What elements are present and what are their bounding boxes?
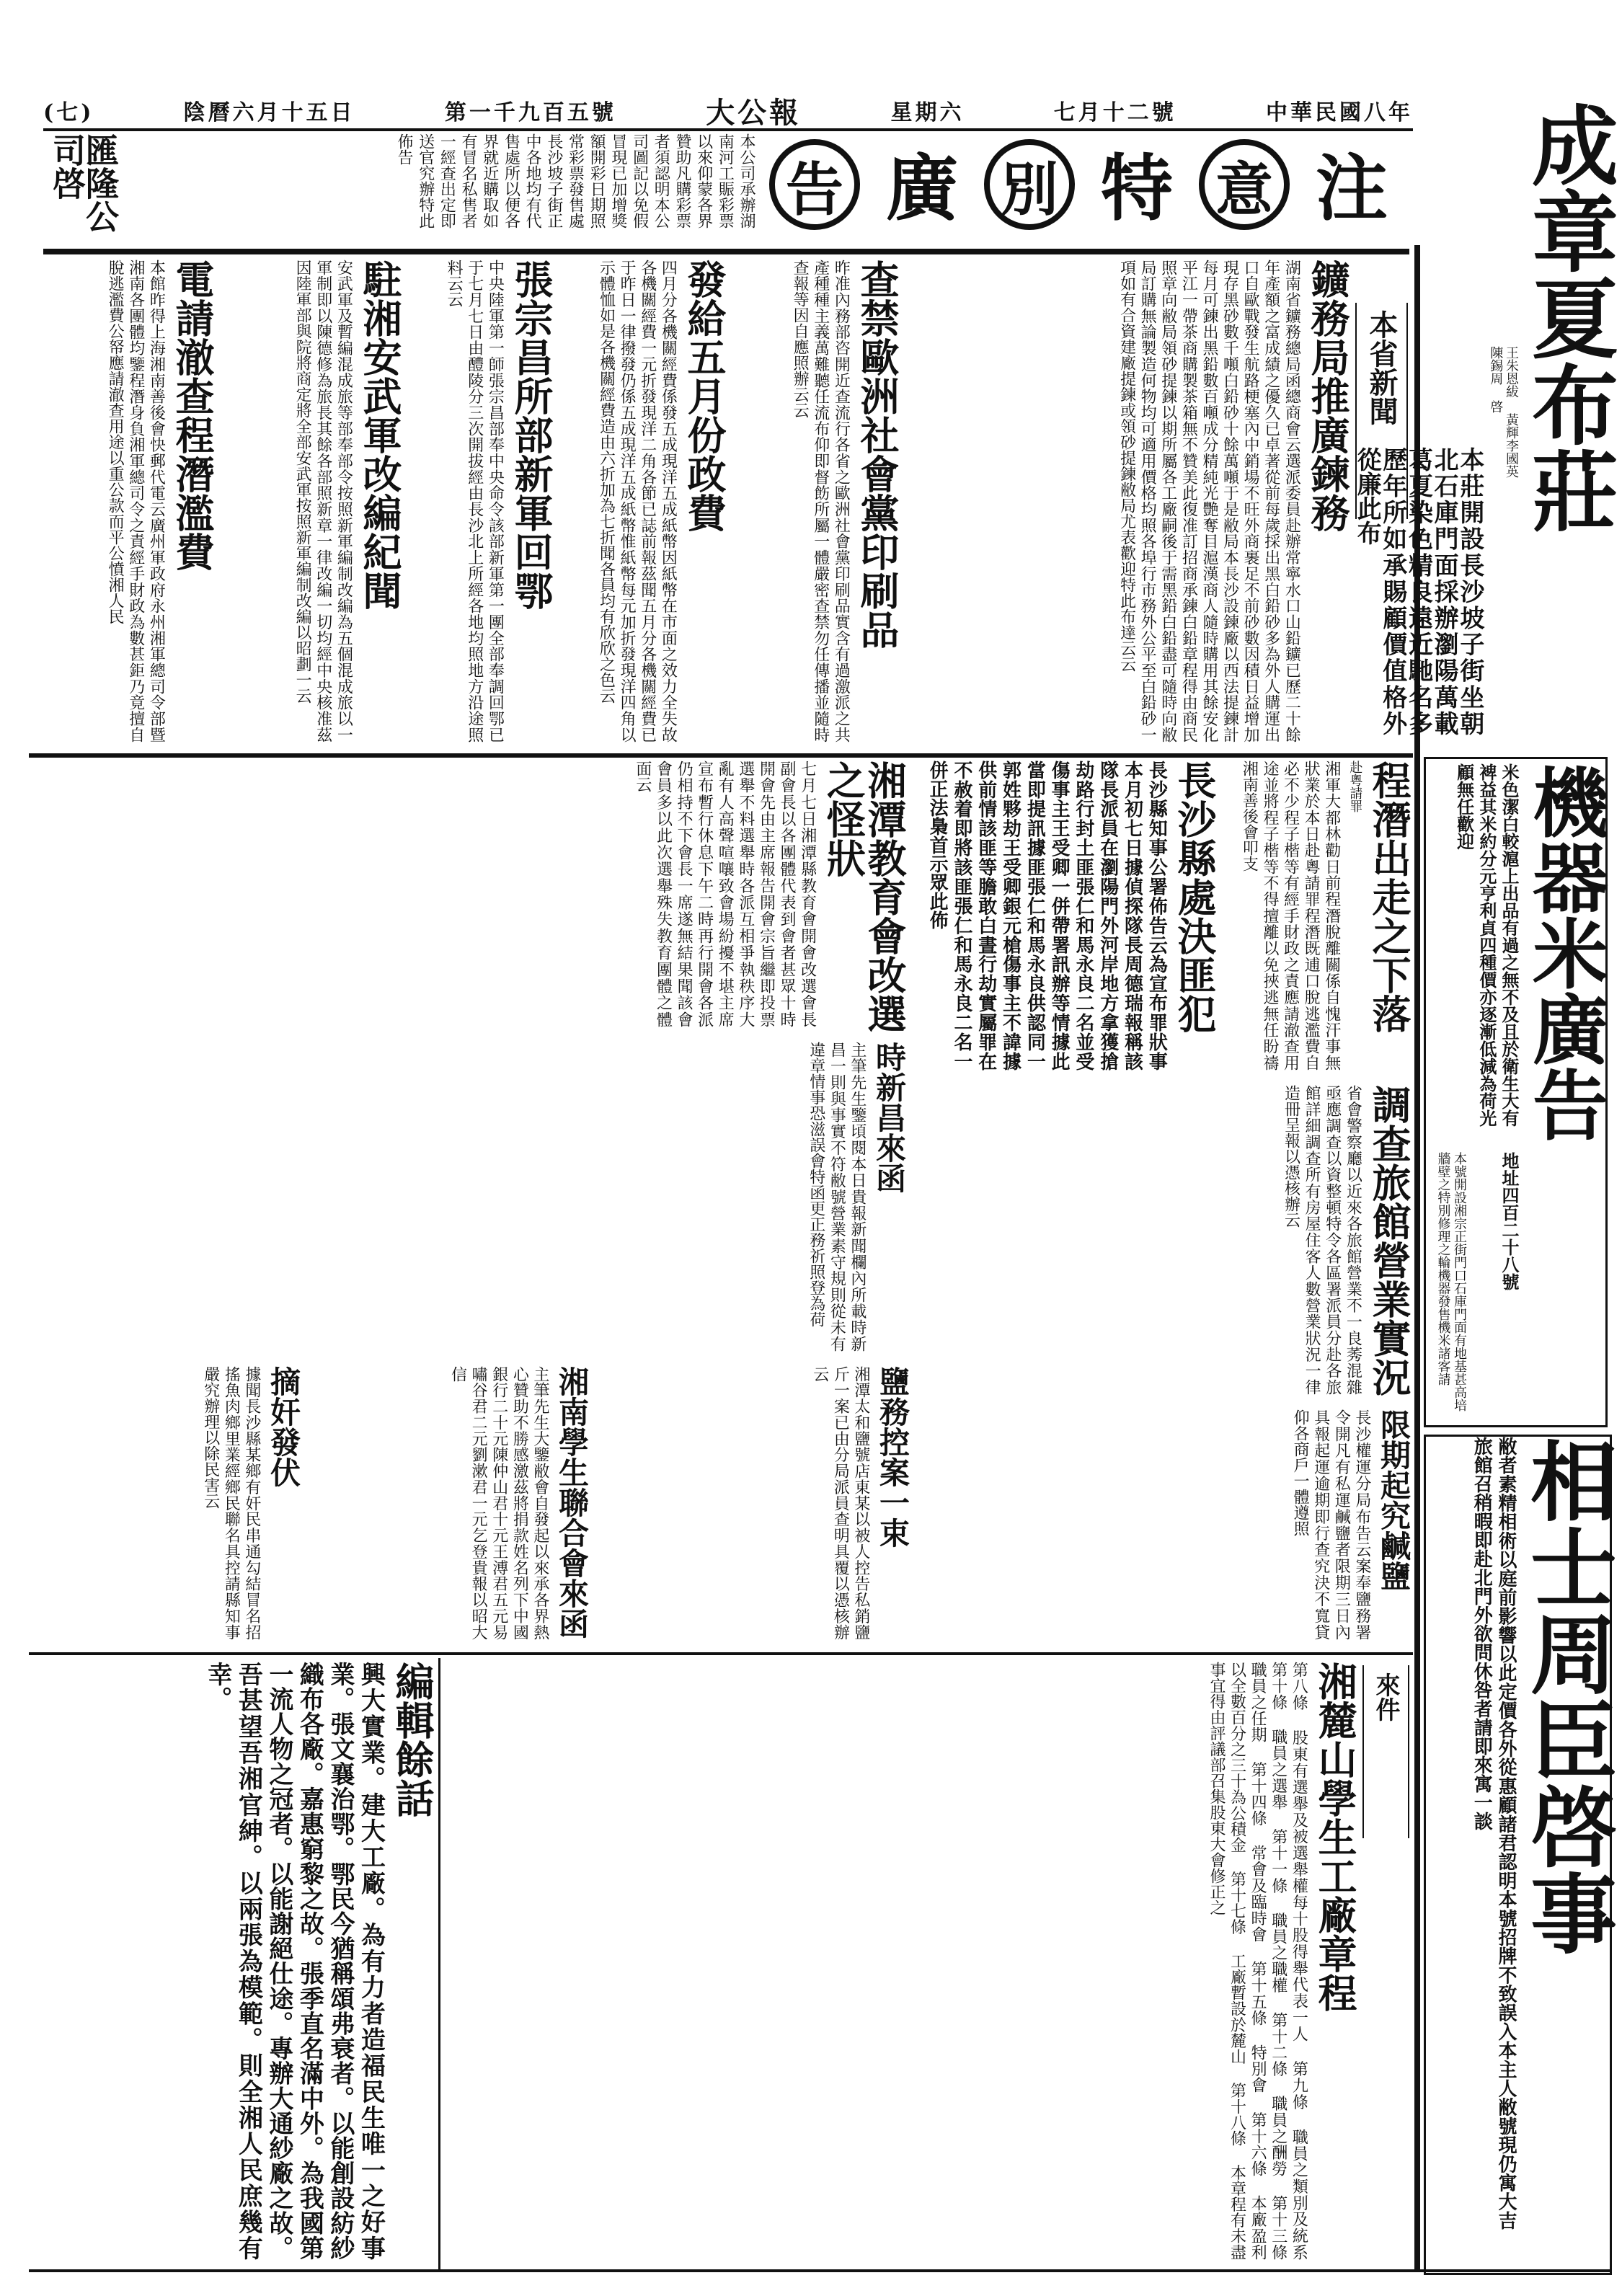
article-salt-deadline — [912, 1409, 1412, 1647]
article-expose-villains — [29, 1366, 299, 1647]
article-editor-notes — [29, 1662, 433, 2267]
article-headline: 摘奸發伏 — [266, 1366, 301, 1487]
ad-title: 機器米廣告 — [1520, 763, 1610, 1142]
fortune-teller-ad — [1424, 1435, 1618, 2275]
banner-char: 注 — [1316, 146, 1388, 231]
article-body: 省會警察廳以近來各旅館營業不一良莠混雜亟應調查以資整頓特令各區署派員分赴各旅館詳細調查所有房屋住客人數營業狀況一律造冊呈報以憑核辦云 — [1282, 1085, 1362, 1395]
article-body: 湖南省鑛務總局函總商會云選派委員赴辦常寧水口山鉛鑛已歷二十餘年產額之富成績之優久已卓著從前每歲採出黑白鉛砂多為外人購運出口自歐戰發生航路梗塞內中銷場不旺外商裹足不前砂數因積日益增加現存黑砂數千噸白鉛砂十餘萬噸于是敝局本長沙設鍊廠以西法提鍊計每月可鍊出黑鉛數百噸成分精純光艷奪目滬漢商人隨時購用其餘安化平江一帶茶商購製茶箱無不贊美此復准訂招商承鍊白鉛章程得由商民照章向敝局領砂提鍊以期所屬各工廠嗣後于需黑鉛白鉛盡可隨時向敝局訂購無論製造何物均可適用價格均照各埠行市務外公平至白鉛砂一項如有合資建廠提鍊或領砂提鍊敝局尤表歡迎特此布達云云 — [1117, 260, 1301, 743]
ad-body: 米色潔白較滬上出品有過之無不及且於衛生大有裨益其米約分元亨利貞四種價亦逐漸低減為荷光顧無任歡迎 — [1453, 763, 1520, 1127]
article-headline: 湘潭教育會改選之怪狀 — [820, 761, 908, 1033]
article-headline: 程潛出走之下落 — [1366, 761, 1412, 1033]
article-body: 長沙權運分局布告云案奉鹽務署令開凡有私運鹹鹽者限期三日內具報起運逾期即行查究決不寬貸仰各商戶一體遵照 — [1291, 1409, 1371, 1640]
banner-char: 意 — [1199, 139, 1290, 230]
article-mining-bureau — [901, 260, 1351, 750]
article-subhead: 赴粵請罪 — [1347, 761, 1363, 812]
banner-title — [769, 139, 1395, 230]
lunar-date: 陰曆六月十五日 — [183, 100, 355, 125]
article-headline: 鑛務局推廣鍊務 — [1305, 260, 1351, 532]
article-body: 主筆先生大鑒敝會自發起以來承各界熱心贊助不勝感激茲將捐款姓名列下中國銀行二十元陳仲山君十元王溥君五元易嘯谷君二元劉漱君一元乞登貴報以昭大信 — [448, 1366, 549, 1640]
article-headline: 湘南學生聯合會來函 — [554, 1366, 590, 1639]
newspaper-name: 大公報 — [706, 95, 802, 130]
article-body: 四月分各機關經費係發五成現洋五成紙幣因紙幣在市面之效力全失故各機關經費一元折發現洋二角各節已誌前報茲聞五月分各機關經費已于昨日一律撥發仍係五成現洋五成紙幣惟紙幣每元加折發現洋四角以示體恤如是各機關經費造由六折加為七折聞各員均有欣欣之色云 — [597, 260, 678, 743]
column-divider — [438, 1658, 440, 2271]
article-body: 第八條 股東有選舉及被選舉權每十股得舉代表一人 第九條 職員之類別及統系 第十條 職員之選舉 第十一條 職員之職權 第十二條 職員之酬勞 第十三條 職員之任期 第十四條 常會及臨時會 第十五條 特別會 第十六條 本廠盈利以全數百分之三十為公積金 第十七條 工廠暫設於麓山 第十八條 本章程有未盡事宜得由評議部召集股東大會修正之 — [1207, 1662, 1308, 2260]
date: 七月十二號 — [1053, 100, 1176, 125]
issue-number: 第一千九百五號 — [444, 100, 616, 125]
ad-signers: 王朱恩紱 黃輝李國英 陳錫周 啓 — [1488, 346, 1519, 478]
article-body: 安武軍及暫編混成旅等部奉部令按照新軍編制改編為五個混成旅以一軍制即以陳德修為旅長其餘各部照新章一律改編一切均經中央核准茲因陸軍部與院將商定將全部安武軍按照新軍編制改編以昭劃一云 — [293, 260, 353, 743]
ad-body: 敝者素精相術以庭前影響以此定價各外從惠顧諸君認明本號招牌不致誤入本主人敝號現仍寓大吉旅館召稍暇即赴北門外欲問休咎者請即來寓一談 — [1471, 1437, 1517, 2230]
article-headline: 長沙縣處決匪犯 — [1171, 761, 1218, 1033]
article-salt-cases — [591, 1366, 908, 1647]
article-body: 長沙縣知事公署佈告云為宣布罪狀事本月初七日據偵探隊長周德瑞報稱該隊長派員在瀏陽門外河岸地方拿獲搶劫路行封土匪張仁和馬永良二名並受傷事主王受卿一併帶署訊辦等情據此當即提訊據匪張仁和馬永良供認同一郭姓夥劫王受卿銀元槍傷事主不諱據供前情該匪等膽敢白晝行劫實屬罪在不赦着即將該匪張仁和馬永良二名一併正法梟首示眾此佈 — [926, 761, 1168, 1071]
band-divider — [29, 1652, 1413, 1655]
article-body: 興大實業。建大工廠。為有力者造福民生唯一之好事業。張文襄治鄂。鄂民今猶稱頌弗衰者。以能創設紡紗織布各廠。嘉惠窮黎之故。張季直名滿中外。為我國第一流人物之冠者。以能謝絕仕途。專辦大通紗廠之故。吾甚望吾湘官紳。以兩張為模範。則全湘人民庶幾有幸。 — [203, 1662, 386, 2260]
article-shixinchang-letter — [29, 1042, 905, 1359]
article-cheng-qian-expenses — [36, 260, 216, 750]
article-hotel-survey — [912, 1085, 1412, 1402]
ad-body: 本莊開設長沙坡子街坐朝北石庫門面採辦瀏陽萬載葛夏染色精良遠近馳名多歷年所如承賜顧價值格外從廉此布 — [1352, 447, 1484, 735]
article-body: 主筆先生鑒頃閱本日貴報新聞欄內所載時新昌一則與事實不符敝號營業素守規則從未有違章情事恐滋誤會特函更正務祈照登為荷 — [807, 1042, 867, 1352]
ad-sub-notice: 本號開設湘宗正街門口石庫門面有地基甚高培牆壁之特別修理之輪機器發售機米諸客請 — [1435, 1152, 1467, 1411]
article-body: 據聞長沙縣某鄉有奸民串通勾結冒名招搖魚肉鄉里業經鄉民聯名具控請縣知事嚴究辦理以除民害云 — [201, 1366, 261, 1640]
article-anwu-army — [216, 260, 403, 750]
article-body: 湘軍大都林勸日前程潛脫離關係自愧汗事無狀業於本日赴粵請罪程潛既逋口脫逃濫費自必不少程子楷等有經手財政之責應請澈查用途並將程子楷等不得擅離以免挾逃無任盼禱湘南善後會叩支 — [1240, 761, 1341, 1071]
article-headline: 編輯餘話 — [389, 1662, 435, 1817]
page-number: (七) — [43, 100, 94, 125]
article-cheng-qian-whereabouts — [1218, 761, 1412, 1078]
banner-char: 別 — [984, 139, 1075, 230]
special-ad-banner — [43, 133, 1409, 254]
section-label-contribution: 來件 — [1362, 1665, 1409, 1838]
article-headline: 查禁歐洲社會黨印刷品 — [854, 260, 900, 649]
banner-char: 告 — [769, 139, 860, 230]
article-xiangtan-education — [29, 761, 908, 1034]
article-headline: 湘麓山學生工廠章程 — [1312, 1662, 1358, 2012]
article-headline: 張宗昌所部新軍回鄂 — [508, 260, 554, 610]
year: 中華民國八年 — [1265, 100, 1413, 125]
article-yuelu-factory-rules — [447, 1662, 1358, 2267]
huilong-company-notice — [50, 133, 757, 241]
article-body: 七月七日湘潭縣教育會開會改選會長副會長以各團體代表到會者甚眾十時開會先由主席報告開會宗旨繼即投票選舉不料選舉時各派互相爭執秩序大亂有人高聲喧嚷致會場紛擾不堪主席宣布暫行休息下午二時再行開會各派仍相持不下會長一席遂無結果聞該會會員多以此次選舉殊失教育團體之體面云 — [633, 761, 817, 1027]
page-bottom-rule — [29, 2269, 1611, 2272]
article-body: 本館昨得上海湘南善後會快郵代電云廣州軍政府永州湘軍總司令部暨湘南各團體均鑒程潛身負湘軍總司令之責經手財政為數甚鉅乃竟擅自脫逃濫費公帑應請澈查用途以重公款而平公憤湘人民 — [106, 260, 166, 743]
article-headline: 限期起究鹹鹽 — [1376, 1409, 1412, 1591]
weekday: 星期六 — [890, 100, 965, 125]
article-headline: 電請澈查程潛濫費 — [169, 260, 216, 571]
article-execution — [912, 761, 1218, 1078]
article-student-union-letter — [303, 1366, 588, 1647]
article-zhang-troops — [404, 260, 554, 750]
ad-title: 成章夏布莊 — [1517, 101, 1619, 533]
article-ban-socialist-prints — [728, 260, 898, 750]
article-headline: 時新昌來函 — [872, 1042, 907, 1193]
banner-char: 廣 — [886, 146, 958, 231]
article-body: 中央陸軍第一師張宗昌部奉中央命令該部新軍第一團全部奉調回鄂已于七月七日由醴陵分三次開拔經由長沙北上所經各地均照地方沿途照料云云 — [445, 260, 505, 743]
ad-address: 地址四百二十八號 — [1499, 1152, 1520, 1290]
article-may-expenses — [555, 260, 727, 750]
article-body: 湘潭太和鹽號店東某以被人控告私銷鹽斤一案已由分局派員查明具覆以憑核辦云 — [810, 1366, 870, 1640]
article-headline: 調查旅館營業實況 — [1366, 1085, 1412, 1396]
machine-rice-ad — [1424, 757, 1608, 1427]
masthead-dateline — [43, 92, 1413, 131]
banner-char: 特 — [1101, 146, 1173, 231]
article-headline: 駐湘安武軍改編紀聞 — [357, 260, 403, 610]
section-label-provincial-news: 本省新聞 — [1355, 303, 1408, 519]
article-body: 昨准內務部咨開近查流行各省之歐洲社會黨印刷品實含有過激派之共產種種主義萬難聽任流布仰即督飭所屬一體嚴密查禁勿任傳播並隨時查報等因自應照辦云云 — [791, 260, 851, 743]
article-headline: 鹽務控案一束 — [875, 1366, 910, 1548]
article-headline: 發給五月份政費 — [681, 260, 727, 532]
notice-body: 本公司承辦湖南河工賑彩票以來仰蒙各界贊助凡購彩票者須認明本公司圖記以免假冒現已加增獎額開彩日期照常彩票發售處長沙坡子街正中各地均有代售處所以便各界就近購取如有冒名私售者一經查出定即送官究辦特此佈告 — [395, 133, 755, 229]
notice-title: 匯隆公司啓 — [48, 133, 120, 233]
band-divider — [29, 753, 1413, 758]
ad-title: 相士周臣啓事 — [1516, 1437, 1618, 1956]
